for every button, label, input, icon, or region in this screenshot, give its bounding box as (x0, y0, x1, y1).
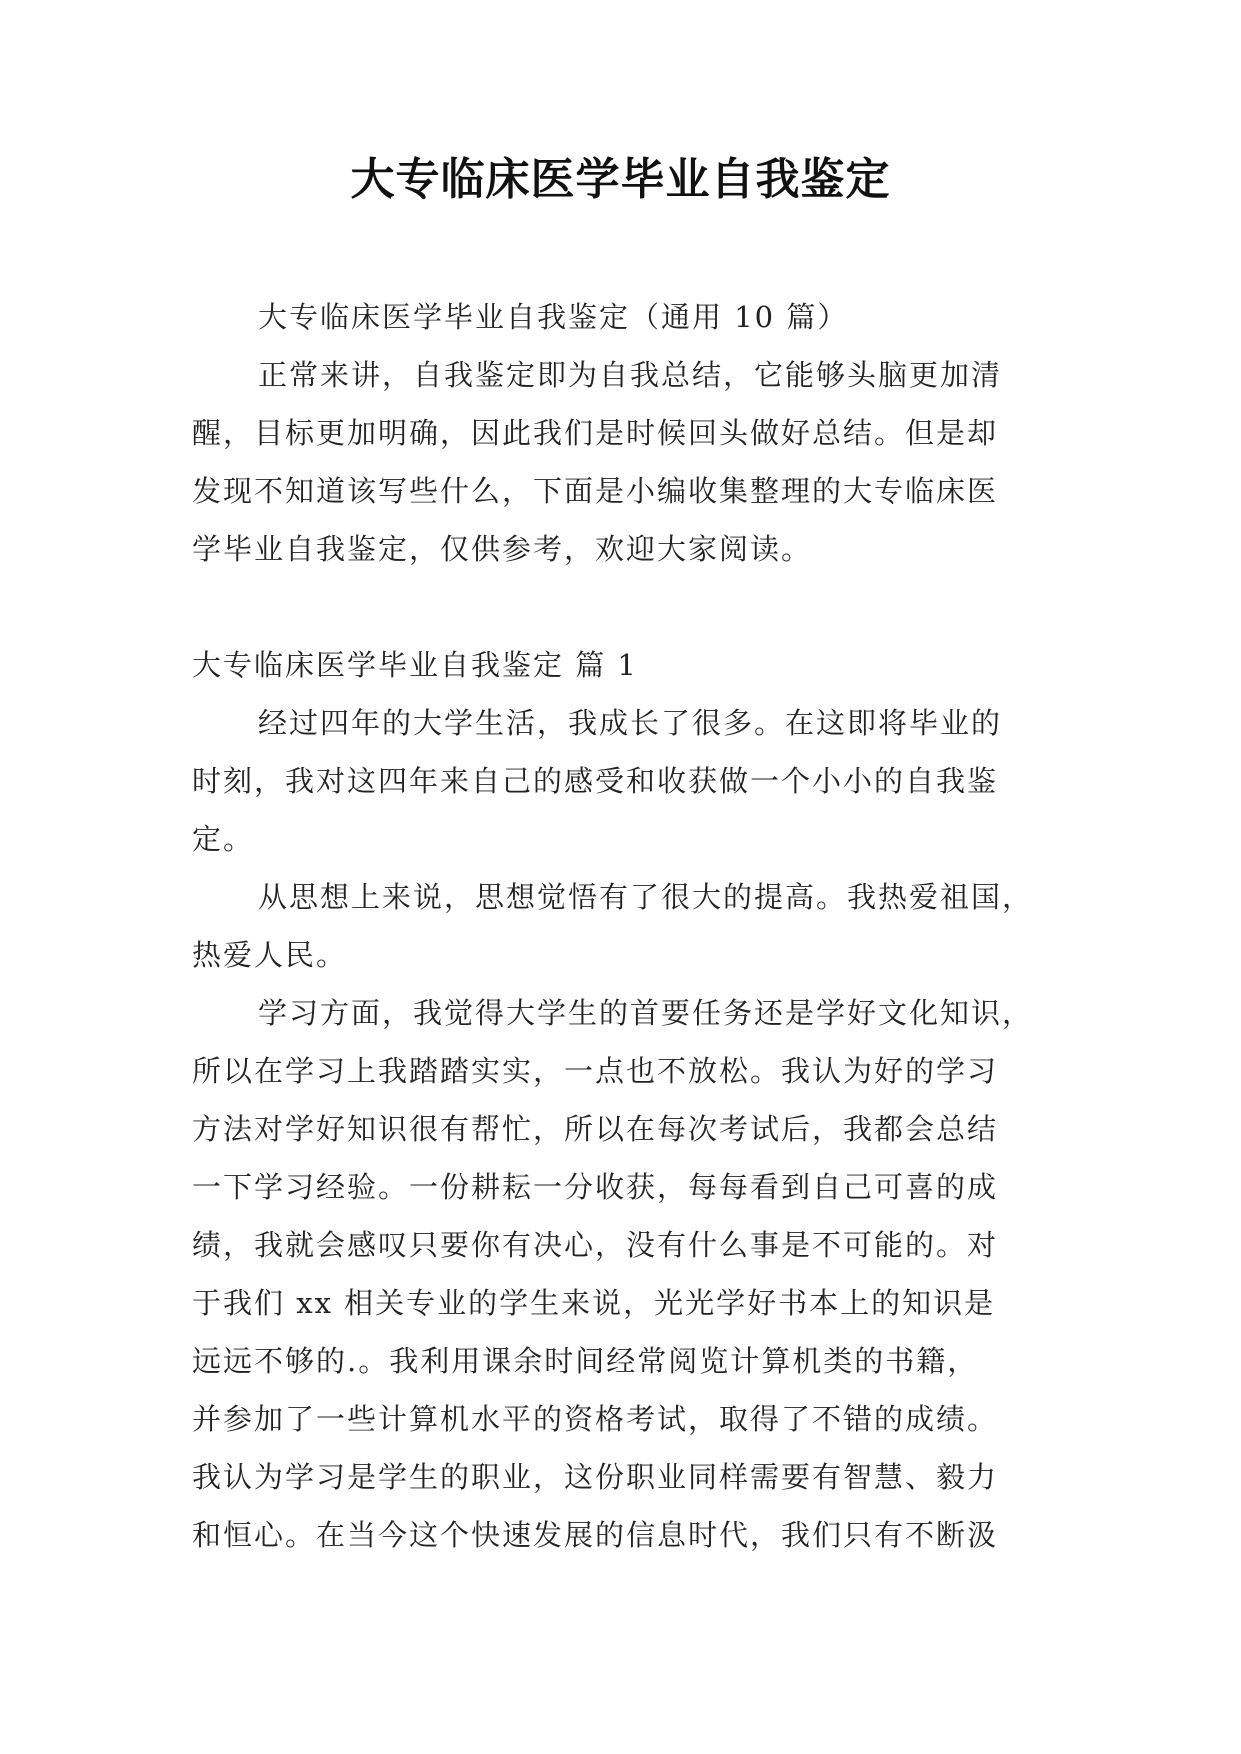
text-line: 经过四年的大学生活，我成长了很多。在这即将毕业的 (258, 706, 1003, 740)
text-line: 时刻，我对这四年来自己的感受和收获做一个小小的自我鉴 (192, 764, 999, 798)
text-line: 于我们 xx 相关专业的学生来说，光光学好书本上的知识是 (192, 1286, 996, 1320)
document-body (192, 288, 1052, 1564)
text-line: 学习方面，我觉得大学生的首要任务还是学好文化知识， (258, 996, 1034, 1030)
document-title: 大专临床医学毕业自我鉴定 (350, 154, 891, 205)
text-line: 正常来讲，自我鉴定即为自我总结，它能够头脑更加清 (258, 358, 1003, 392)
text-line: 定。 (192, 822, 255, 856)
text-line: 远远不够的.。我利用课余时间经常阅览计算机类的书籍， (192, 1344, 979, 1378)
text-line: 大专临床医学毕业自我鉴定（通用 10 篇） (258, 300, 849, 334)
text-line: 一下学习经验。一份耕耘一分收获，每每看到自己可喜的成 (192, 1170, 999, 1204)
text-line: 方法对学好知识很有帮忙，所以在每次考试后，我都会总结 (192, 1112, 999, 1146)
text-line: 所以在学习上我踏踏实实，一点也不放松。我认为好的学习 (192, 1054, 999, 1088)
text-line: 发现不知道该写些什么，下面是小编收集整理的大专临床医 (192, 474, 999, 508)
text-line: 大专临床医学毕业自我鉴定 篇 1 (192, 648, 638, 682)
text-line: 并参加了一些计算机水平的资格考试，取得了不错的成绩。 (192, 1402, 999, 1436)
text-line: 学毕业自我鉴定，仅供参考，欢迎大家阅读。 (192, 532, 813, 566)
text-line: 从思想上来说，思想觉悟有了很大的提高。我热爱祖国， (258, 880, 1034, 914)
text-line: 我认为学习是学生的职业，这份职业同样需要有智慧、毅力 (192, 1460, 999, 1494)
text-line: 醒，目标更加明确，因此我们是时候回头做好总结。但是却 (192, 416, 999, 450)
text-line: 绩，我就会感叹只要你有决心，没有什么事是不可能的。对 (192, 1228, 999, 1262)
text-line: 热爱人民。 (192, 938, 348, 972)
paragraph-gap (192, 578, 1052, 636)
text-line: 和恒心。在当今这个快速发展的信息时代，我们只有不断汲 (192, 1518, 999, 1552)
